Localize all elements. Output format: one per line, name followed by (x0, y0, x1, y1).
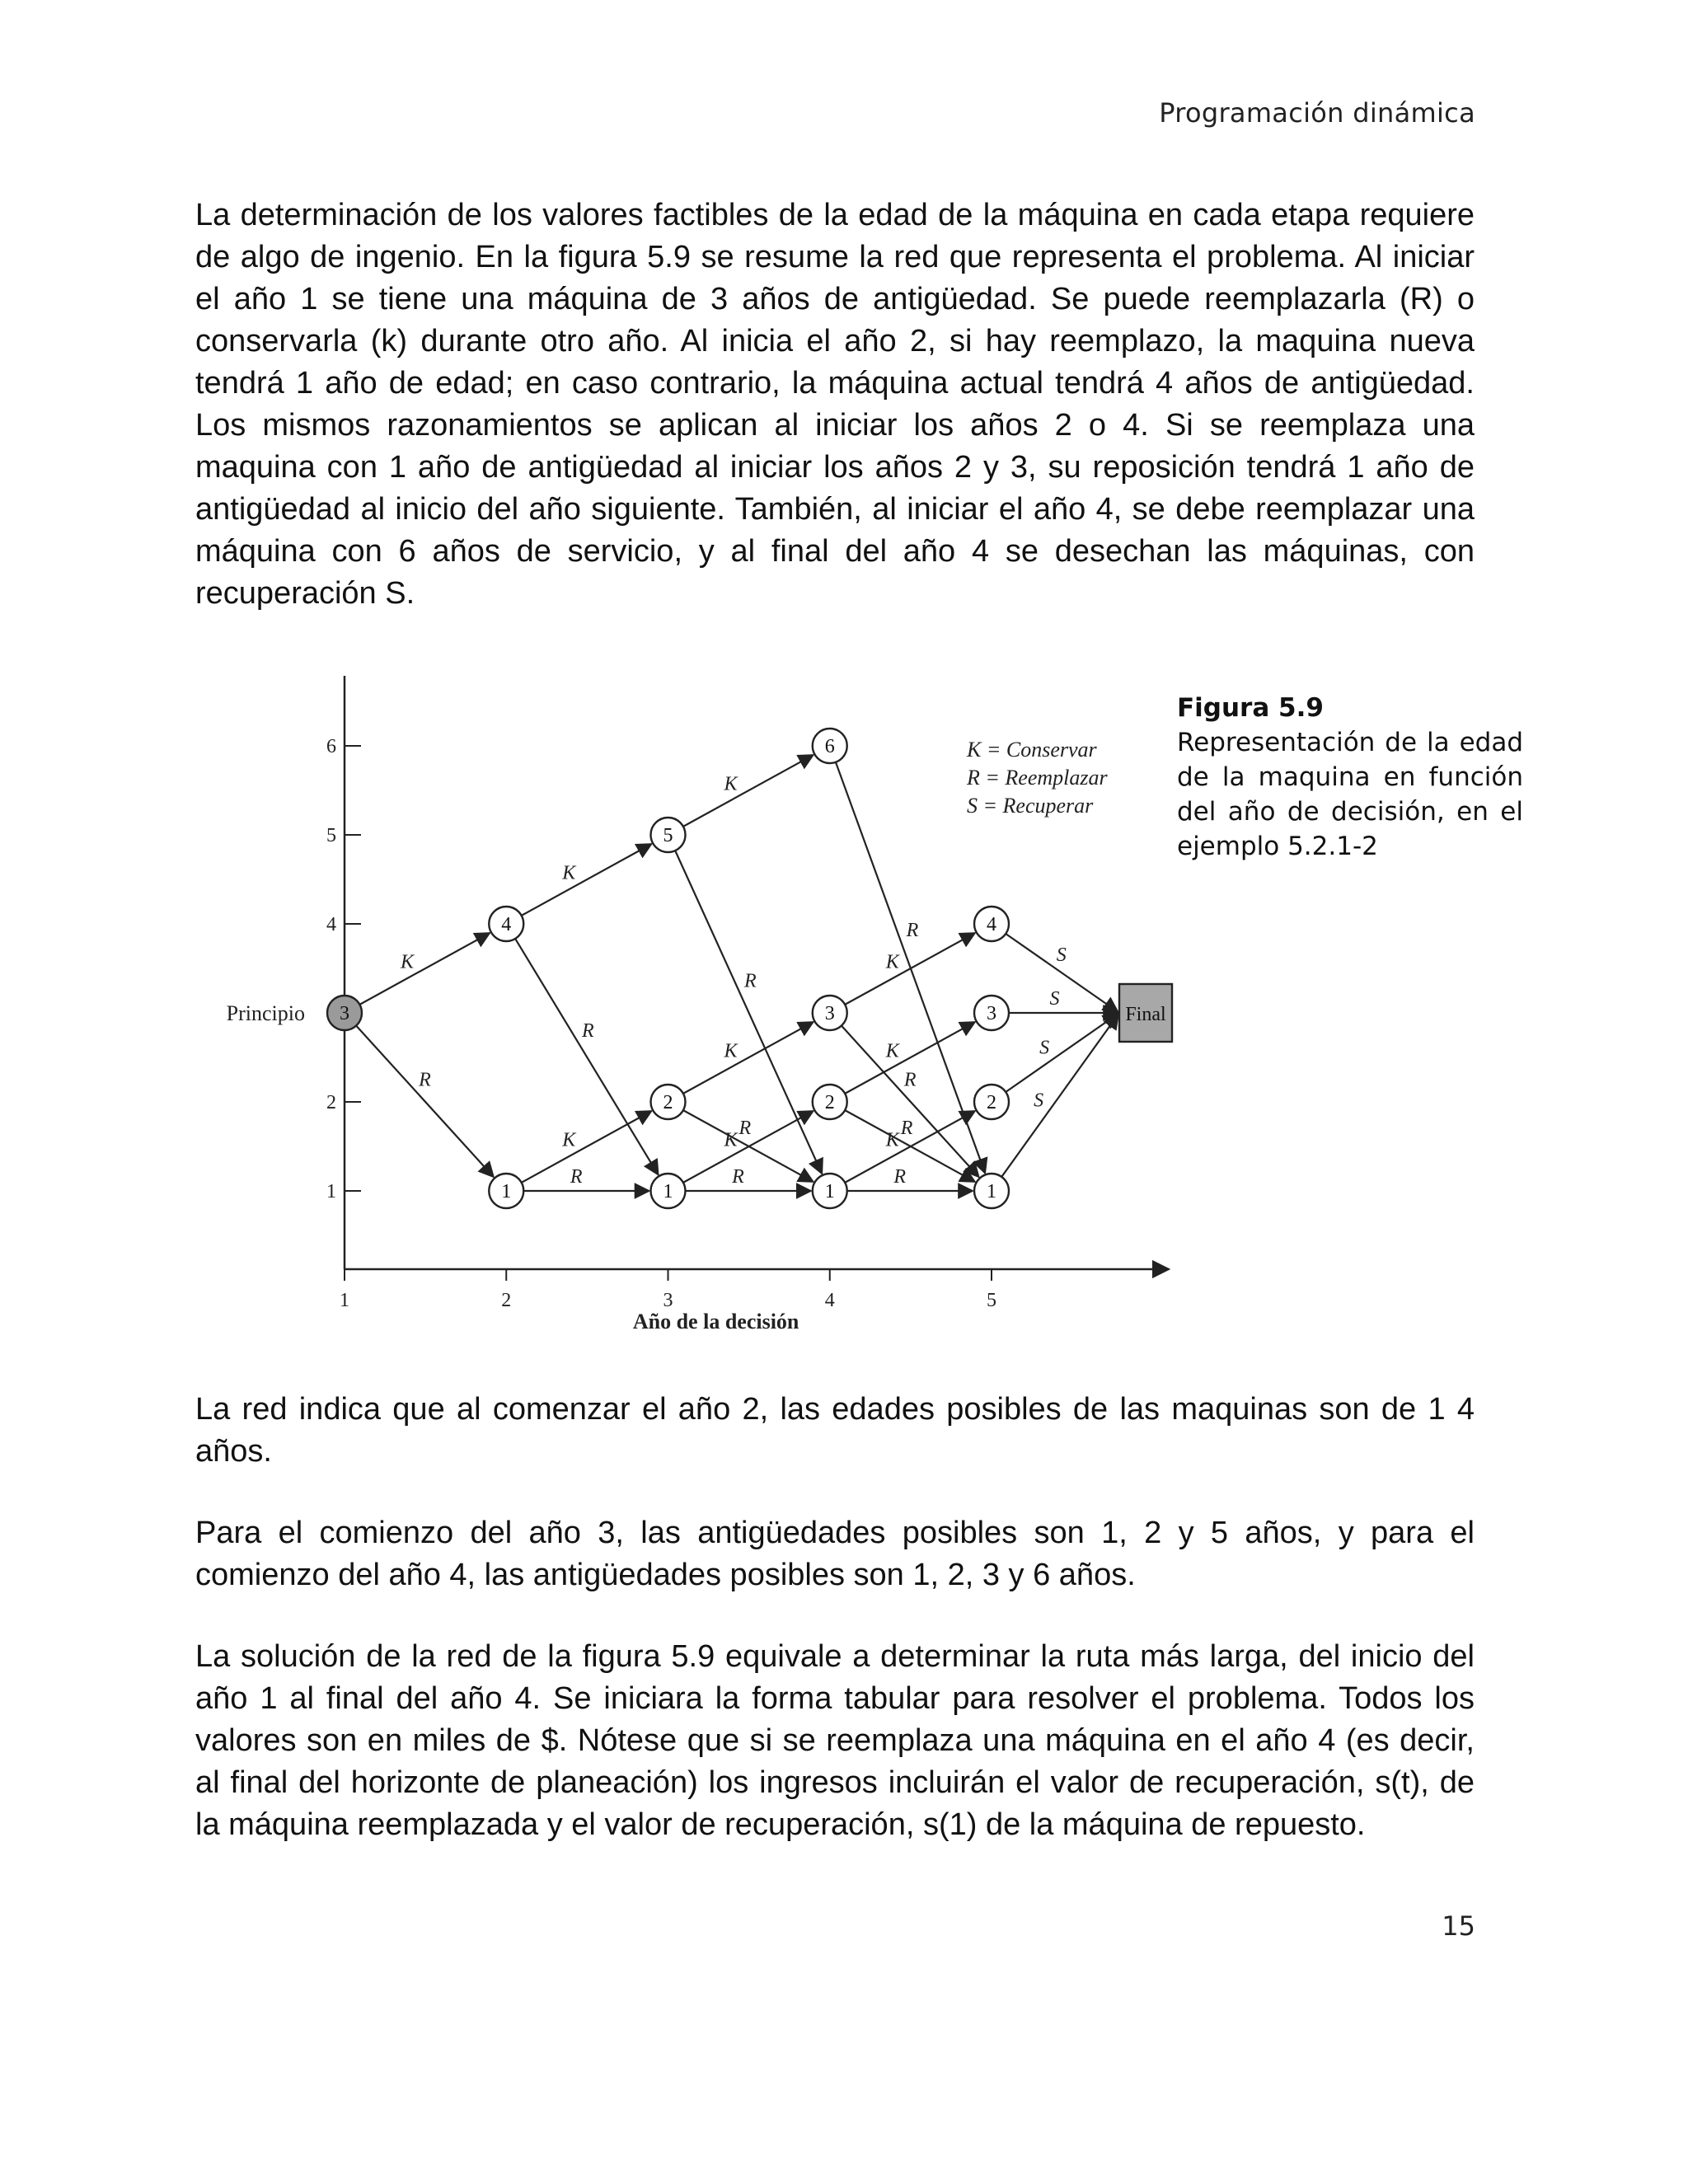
node-label: 1 (987, 1181, 996, 1202)
edge-S (1006, 1014, 1118, 1092)
paragraph-intro: La determinación de los valores factibles de la edad de la máquina en cada etapa requiere de algo de ingenio. En la figura 5.9 se resume la red que representa el problema. Al iniciar el año 1 se tiene una máquina de 3 años de antigüedad. Se puede reemplazarla (R) o conservarla (k) durante otro año. Al inicia el año 2, si hay reemplazo, la maquina nueva tendrá 1 año de edad; en caso contrario, la máquina actual tendrá 4 años de antigüedad. Los mismos razonamientos se aplican al iniciar los años 2 o 4. Si se reemplaza una maquina con 1 año de antigüedad al iniciar los años 2 y 3, su reposición tendrá 1 año de antigüedad al inicio del año siguiente. También, al iniciar el año 4, se debe reemplazar una máquina con 6 años de servicio, y al final del año 4 se desechan las máquinas, con recuperación S. (195, 198, 1475, 611)
final-label: Final (1125, 1004, 1166, 1025)
edges (356, 755, 1118, 1191)
edge-K (522, 1111, 652, 1183)
edge-label: R (738, 1117, 752, 1139)
edge-label: K (885, 1040, 899, 1062)
edge-label: R (570, 1166, 583, 1188)
caption-title: Figura 5.9 (1177, 693, 1324, 723)
start-label: Principio (226, 1001, 305, 1025)
y-tick-label: 4 (326, 914, 336, 935)
edge-label: R (744, 970, 757, 992)
edge-K (683, 1022, 814, 1094)
edge-label: K (724, 773, 738, 795)
edge-label: R (893, 1166, 907, 1188)
edge-label: S (1056, 944, 1067, 967)
edge-label: R (906, 920, 919, 942)
x-tick-label: 2 (501, 1290, 512, 1311)
edge-label: K (885, 951, 899, 973)
edge-K (683, 755, 814, 827)
legend-entry: R = Reemplazar (967, 766, 1108, 790)
edge-label: K (562, 862, 576, 884)
node-label: 3 (824, 1003, 835, 1024)
node-label: 3 (340, 1003, 349, 1024)
edge-R (515, 939, 658, 1174)
node-label: 4 (501, 914, 512, 935)
edge-K (845, 933, 975, 1005)
edge-label: R (732, 1166, 744, 1188)
node-label: 3 (987, 1003, 996, 1024)
x-tick-label: 3 (663, 1290, 673, 1311)
edge-label: K (724, 1129, 738, 1151)
caption-text: Representación de la edad de la maquina en función del año de decisión, en el ejemplo 5.2.1-2 (1177, 728, 1523, 861)
y-tick-label: 5 (326, 825, 336, 846)
edge-S (1001, 1015, 1118, 1177)
paragraph-year2: La red indica que al comenzar el año 2, las edades posibles de las maquinas son de 1 4 años. (195, 1392, 1475, 1469)
node-label: 1 (824, 1181, 835, 1202)
x-axis-title: Año de la decisión (632, 1310, 799, 1333)
running-header: Programación dinámica (1159, 97, 1475, 129)
y-tick-label: 1 (326, 1181, 336, 1202)
network-diagram (180, 659, 1185, 1368)
edge-label: K (400, 951, 414, 973)
edge-label: K (885, 1129, 899, 1151)
y-tick-label: 6 (326, 736, 336, 757)
edge-label: R (903, 1069, 917, 1091)
node-label: 2 (824, 1092, 835, 1113)
paragraph-year3: Para el comienzo del año 3, las antigüedades posibles son 1, 2 y 5 años, y para el comienzo del año 4, las antigüedades posibles son 1, 2, 3 y 6 años. (195, 1516, 1475, 1592)
network-figure (180, 659, 1185, 1368)
x-tick-label: 5 (987, 1290, 996, 1311)
edge-label: S (1049, 988, 1060, 1010)
node-label: 5 (663, 825, 673, 846)
edge-label: S (1034, 1090, 1044, 1112)
node-label: 4 (987, 914, 996, 935)
edge-label: K (562, 1129, 576, 1151)
edge-label: K (724, 1040, 738, 1062)
edge-K (522, 844, 652, 916)
legend-entry: S = Recuperar (967, 794, 1094, 818)
y-tick-label: 2 (326, 1092, 336, 1113)
edge-label: S (1039, 1037, 1050, 1059)
node-label: 1 (501, 1181, 512, 1202)
legend-entry: K = Conservar (967, 738, 1097, 762)
edge-R (356, 1026, 494, 1177)
figure-caption (1177, 691, 1523, 864)
edge-label: R (419, 1069, 431, 1091)
node-label: 2 (663, 1092, 673, 1113)
edge-label: R (900, 1117, 913, 1139)
edge-label: R (582, 1019, 594, 1042)
node-label: 2 (987, 1092, 996, 1113)
x-tick-label: 4 (824, 1290, 835, 1311)
edge-K (359, 933, 490, 1005)
x-tick-label: 1 (340, 1290, 349, 1311)
paragraph-solution: La solución de la red de la figura 5.9 equivale a determinar la ruta más larga, del inicio del año 1 al final del año 4. Se iniciara la forma tabular para resolver el problema. Todos los valores son en miles de $. Nótese que si se reemplaza una máquina en el año 4 (es decir, al final del horizonte de planeación) los ingresos incluirán el valor de recuperación, s(t), de la máquina reemplazada y el valor de recuperación, s(1) de la máquina de repuesto. (195, 1639, 1475, 1842)
node-label: 6 (824, 736, 835, 757)
node-label: 1 (663, 1181, 673, 1202)
page-number: 15 (1442, 1910, 1475, 1942)
